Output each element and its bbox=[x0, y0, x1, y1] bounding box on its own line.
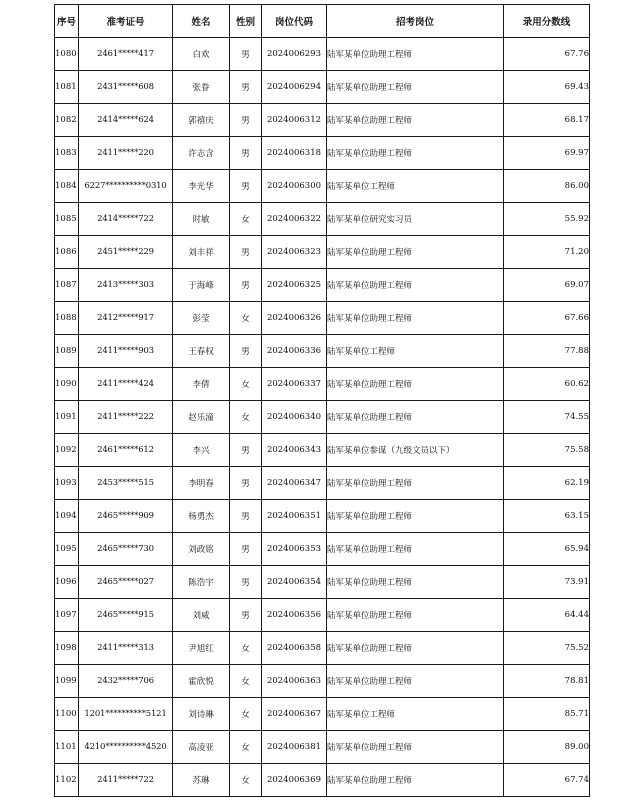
cell-score: 69.43 bbox=[504, 71, 590, 104]
header-ticket: 准考证号 bbox=[79, 5, 173, 38]
cell-seq: 1098 bbox=[55, 632, 79, 665]
cell-score: 69.07 bbox=[504, 269, 590, 302]
cell-ticket: 2465*****730 bbox=[79, 533, 173, 566]
cell-code: 2024006318 bbox=[262, 137, 327, 170]
cell-score: 69.97 bbox=[504, 137, 590, 170]
cell-seq: 1085 bbox=[55, 203, 79, 236]
cell-gender: 男 bbox=[230, 170, 262, 203]
cell-ticket: 2411*****722 bbox=[79, 764, 173, 797]
cell-code: 2024006322 bbox=[262, 203, 327, 236]
table-row bbox=[55, 632, 590, 665]
cell-name: 尹旭红 bbox=[173, 632, 230, 665]
cell-gender: 男 bbox=[230, 599, 262, 632]
cell-gender: 女 bbox=[230, 731, 262, 764]
cell-seq: 1102 bbox=[55, 764, 79, 797]
table-row bbox=[55, 335, 590, 368]
table-row bbox=[55, 566, 590, 599]
cell-ticket: 2453*****515 bbox=[79, 467, 173, 500]
cell-seq: 1095 bbox=[55, 533, 79, 566]
cell-name: 刘诗琳 bbox=[173, 698, 230, 731]
cell-score: 71.20 bbox=[504, 236, 590, 269]
cell-gender: 女 bbox=[230, 698, 262, 731]
cell-name: 许志含 bbox=[173, 137, 230, 170]
cell-code: 2024006358 bbox=[262, 632, 327, 665]
cell-gender: 女 bbox=[230, 401, 262, 434]
admission-score-table bbox=[54, 4, 590, 797]
cell-code: 2024006356 bbox=[262, 599, 327, 632]
cell-post: 陆军某单位助理工程师 bbox=[327, 599, 504, 632]
cell-code: 2024006325 bbox=[262, 269, 327, 302]
cell-seq: 1101 bbox=[55, 731, 79, 764]
cell-score: 67.76 bbox=[504, 38, 590, 71]
cell-code: 2024006343 bbox=[262, 434, 327, 467]
cell-name: 王春权 bbox=[173, 335, 230, 368]
header-seq: 序号 bbox=[55, 5, 79, 38]
cell-seq: 1083 bbox=[55, 137, 79, 170]
cell-name: 于海峰 bbox=[173, 269, 230, 302]
cell-name: 刘威 bbox=[173, 599, 230, 632]
cell-name: 时敏 bbox=[173, 203, 230, 236]
cell-post: 陆军某单位助理工程师 bbox=[327, 302, 504, 335]
cell-ticket: 6227**********0310 bbox=[79, 170, 173, 203]
cell-ticket: 2411*****903 bbox=[79, 335, 173, 368]
cell-seq: 1096 bbox=[55, 566, 79, 599]
cell-score: 75.58 bbox=[504, 434, 590, 467]
cell-seq: 1084 bbox=[55, 170, 79, 203]
cell-code: 2024006300 bbox=[262, 170, 327, 203]
cell-gender: 男 bbox=[230, 236, 262, 269]
cell-seq: 1088 bbox=[55, 302, 79, 335]
table-header bbox=[55, 5, 590, 38]
cell-name: 刘丰祥 bbox=[173, 236, 230, 269]
cell-score: 67.74 bbox=[504, 764, 590, 797]
cell-ticket: 2412*****917 bbox=[79, 302, 173, 335]
cell-name: 杨勇杰 bbox=[173, 500, 230, 533]
cell-name: 白欢 bbox=[173, 38, 230, 71]
cell-post: 陆军某单位助理工程师 bbox=[327, 632, 504, 665]
table-row bbox=[55, 698, 590, 731]
cell-gender: 女 bbox=[230, 368, 262, 401]
cell-score: 63.15 bbox=[504, 500, 590, 533]
cell-ticket: 2413*****303 bbox=[79, 269, 173, 302]
cell-ticket: 2451*****229 bbox=[79, 236, 173, 269]
cell-gender: 男 bbox=[230, 434, 262, 467]
cell-ticket: 2461*****612 bbox=[79, 434, 173, 467]
cell-ticket: 2432*****706 bbox=[79, 665, 173, 698]
cell-post: 陆军某单位助理工程师 bbox=[327, 731, 504, 764]
cell-name: 苏琳 bbox=[173, 764, 230, 797]
cell-seq: 1089 bbox=[55, 335, 79, 368]
header-name: 姓名 bbox=[173, 5, 230, 38]
cell-gender: 女 bbox=[230, 665, 262, 698]
table-row bbox=[55, 71, 590, 104]
table-row bbox=[55, 599, 590, 632]
cell-seq: 1082 bbox=[55, 104, 79, 137]
cell-ticket: 2411*****220 bbox=[79, 137, 173, 170]
cell-score: 64.44 bbox=[504, 599, 590, 632]
cell-score: 85.71 bbox=[504, 698, 590, 731]
cell-post: 陆军某单位助理工程师 bbox=[327, 500, 504, 533]
cell-name: 郭禧庆 bbox=[173, 104, 230, 137]
table-row bbox=[55, 500, 590, 533]
cell-ticket: 2465*****915 bbox=[79, 599, 173, 632]
cell-post: 陆军某单位助理工程师 bbox=[327, 137, 504, 170]
cell-gender: 女 bbox=[230, 302, 262, 335]
table-body bbox=[55, 38, 590, 797]
cell-name: 赵乐潼 bbox=[173, 401, 230, 434]
cell-score: 73.91 bbox=[504, 566, 590, 599]
cell-ticket: 2411*****222 bbox=[79, 401, 173, 434]
table-row bbox=[55, 302, 590, 335]
cell-code: 2024006353 bbox=[262, 533, 327, 566]
cell-code: 2024006354 bbox=[262, 566, 327, 599]
cell-gender: 男 bbox=[230, 38, 262, 71]
cell-post: 陆军某单位助理工程师 bbox=[327, 401, 504, 434]
cell-ticket: 1201**********5121 bbox=[79, 698, 173, 731]
cell-code: 2024006323 bbox=[262, 236, 327, 269]
cell-post: 陆军某单位工程师 bbox=[327, 698, 504, 731]
table-row bbox=[55, 269, 590, 302]
cell-seq: 1100 bbox=[55, 698, 79, 731]
cell-score: 68.17 bbox=[504, 104, 590, 137]
cell-code: 2024006363 bbox=[262, 665, 327, 698]
header-post: 招考岗位 bbox=[327, 5, 504, 38]
cell-score: 60.62 bbox=[504, 368, 590, 401]
cell-ticket: 2411*****424 bbox=[79, 368, 173, 401]
cell-code: 2024006347 bbox=[262, 467, 327, 500]
cell-post: 陆军某单位助理工程师 bbox=[327, 269, 504, 302]
cell-ticket: 2465*****909 bbox=[79, 500, 173, 533]
cell-post: 陆军某单位助理工程师 bbox=[327, 236, 504, 269]
cell-post: 陆军某单位助理工程师 bbox=[327, 71, 504, 104]
cell-name: 霍欣悦 bbox=[173, 665, 230, 698]
table-row bbox=[55, 764, 590, 797]
table-row bbox=[55, 401, 590, 434]
cell-gender: 男 bbox=[230, 467, 262, 500]
cell-code: 2024006340 bbox=[262, 401, 327, 434]
cell-name: 张眷 bbox=[173, 71, 230, 104]
cell-name: 陈浩宇 bbox=[173, 566, 230, 599]
cell-gender: 男 bbox=[230, 500, 262, 533]
table-row bbox=[55, 368, 590, 401]
header-row bbox=[55, 5, 590, 38]
cell-ticket: 2414*****722 bbox=[79, 203, 173, 236]
cell-code: 2024006293 bbox=[262, 38, 327, 71]
header-gender: 性别 bbox=[230, 5, 262, 38]
cell-seq: 1080 bbox=[55, 38, 79, 71]
table-row bbox=[55, 467, 590, 500]
cell-seq: 1081 bbox=[55, 71, 79, 104]
cell-post: 陆军某单位工程师 bbox=[327, 335, 504, 368]
cell-score: 89.00 bbox=[504, 731, 590, 764]
cell-name: 李兴 bbox=[173, 434, 230, 467]
cell-code: 2024006381 bbox=[262, 731, 327, 764]
cell-score: 67.66 bbox=[504, 302, 590, 335]
cell-score: 74.55 bbox=[504, 401, 590, 434]
cell-ticket: 2461*****417 bbox=[79, 38, 173, 71]
cell-gender: 男 bbox=[230, 335, 262, 368]
cell-ticket: 2411*****313 bbox=[79, 632, 173, 665]
cell-ticket: 2465*****027 bbox=[79, 566, 173, 599]
cell-code: 2024006312 bbox=[262, 104, 327, 137]
table-row bbox=[55, 137, 590, 170]
cell-gender: 男 bbox=[230, 71, 262, 104]
cell-name: 彭莹 bbox=[173, 302, 230, 335]
cell-score: 75.52 bbox=[504, 632, 590, 665]
cell-code: 2024006294 bbox=[262, 71, 327, 104]
cell-ticket: 2414*****624 bbox=[79, 104, 173, 137]
table-row bbox=[55, 533, 590, 566]
cell-score: 77.88 bbox=[504, 335, 590, 368]
cell-ticket: 4210**********4520 bbox=[79, 731, 173, 764]
cell-gender: 男 bbox=[230, 137, 262, 170]
cell-code: 2024006369 bbox=[262, 764, 327, 797]
cell-seq: 1086 bbox=[55, 236, 79, 269]
cell-name: 高凌亚 bbox=[173, 731, 230, 764]
table-row bbox=[55, 104, 590, 137]
table-row bbox=[55, 203, 590, 236]
cell-seq: 1093 bbox=[55, 467, 79, 500]
cell-name: 刘政铭 bbox=[173, 533, 230, 566]
cell-ticket: 2431*****608 bbox=[79, 71, 173, 104]
cell-gender: 男 bbox=[230, 104, 262, 137]
score-table-sheet bbox=[54, 4, 589, 797]
table-row bbox=[55, 731, 590, 764]
cell-post: 陆军某单位工程师 bbox=[327, 170, 504, 203]
cell-seq: 1094 bbox=[55, 500, 79, 533]
cell-gender: 男 bbox=[230, 269, 262, 302]
cell-code: 2024006336 bbox=[262, 335, 327, 368]
cell-post: 陆军某单位研究实习员 bbox=[327, 203, 504, 236]
header-score: 录用分数线 bbox=[504, 5, 590, 38]
table-row bbox=[55, 665, 590, 698]
table-row bbox=[55, 236, 590, 269]
cell-post: 陆军某单位助理工程师 bbox=[327, 665, 504, 698]
cell-name: 李明春 bbox=[173, 467, 230, 500]
cell-post: 陆军某单位参谋（九级文员以下） bbox=[327, 434, 504, 467]
cell-gender: 男 bbox=[230, 566, 262, 599]
table-row bbox=[55, 434, 590, 467]
cell-post: 陆军某单位助理工程师 bbox=[327, 38, 504, 71]
cell-post: 陆军某单位助理工程师 bbox=[327, 566, 504, 599]
table-row bbox=[55, 170, 590, 203]
cell-seq: 1092 bbox=[55, 434, 79, 467]
cell-score: 62.19 bbox=[504, 467, 590, 500]
cell-code: 2024006367 bbox=[262, 698, 327, 731]
cell-seq: 1091 bbox=[55, 401, 79, 434]
cell-gender: 女 bbox=[230, 764, 262, 797]
cell-seq: 1087 bbox=[55, 269, 79, 302]
cell-gender: 男 bbox=[230, 533, 262, 566]
cell-code: 2024006326 bbox=[262, 302, 327, 335]
cell-seq: 1099 bbox=[55, 665, 79, 698]
cell-seq: 1097 bbox=[55, 599, 79, 632]
cell-code: 2024006351 bbox=[262, 500, 327, 533]
cell-score: 55.92 bbox=[504, 203, 590, 236]
cell-gender: 女 bbox=[230, 632, 262, 665]
cell-gender: 女 bbox=[230, 203, 262, 236]
cell-post: 陆军某单位助理工程师 bbox=[327, 764, 504, 797]
cell-name: 李光华 bbox=[173, 170, 230, 203]
cell-score: 86.00 bbox=[504, 170, 590, 203]
cell-post: 陆军某单位助理工程师 bbox=[327, 104, 504, 137]
cell-code: 2024006337 bbox=[262, 368, 327, 401]
table-row bbox=[55, 38, 590, 71]
header-code: 岗位代码 bbox=[262, 5, 327, 38]
cell-seq: 1090 bbox=[55, 368, 79, 401]
cell-post: 陆军某单位助理工程师 bbox=[327, 467, 504, 500]
cell-post: 陆军某单位助理工程师 bbox=[327, 368, 504, 401]
cell-score: 78.81 bbox=[504, 665, 590, 698]
cell-name: 李倩 bbox=[173, 368, 230, 401]
cell-score: 65.94 bbox=[504, 533, 590, 566]
cell-post: 陆军某单位助理工程师 bbox=[327, 533, 504, 566]
